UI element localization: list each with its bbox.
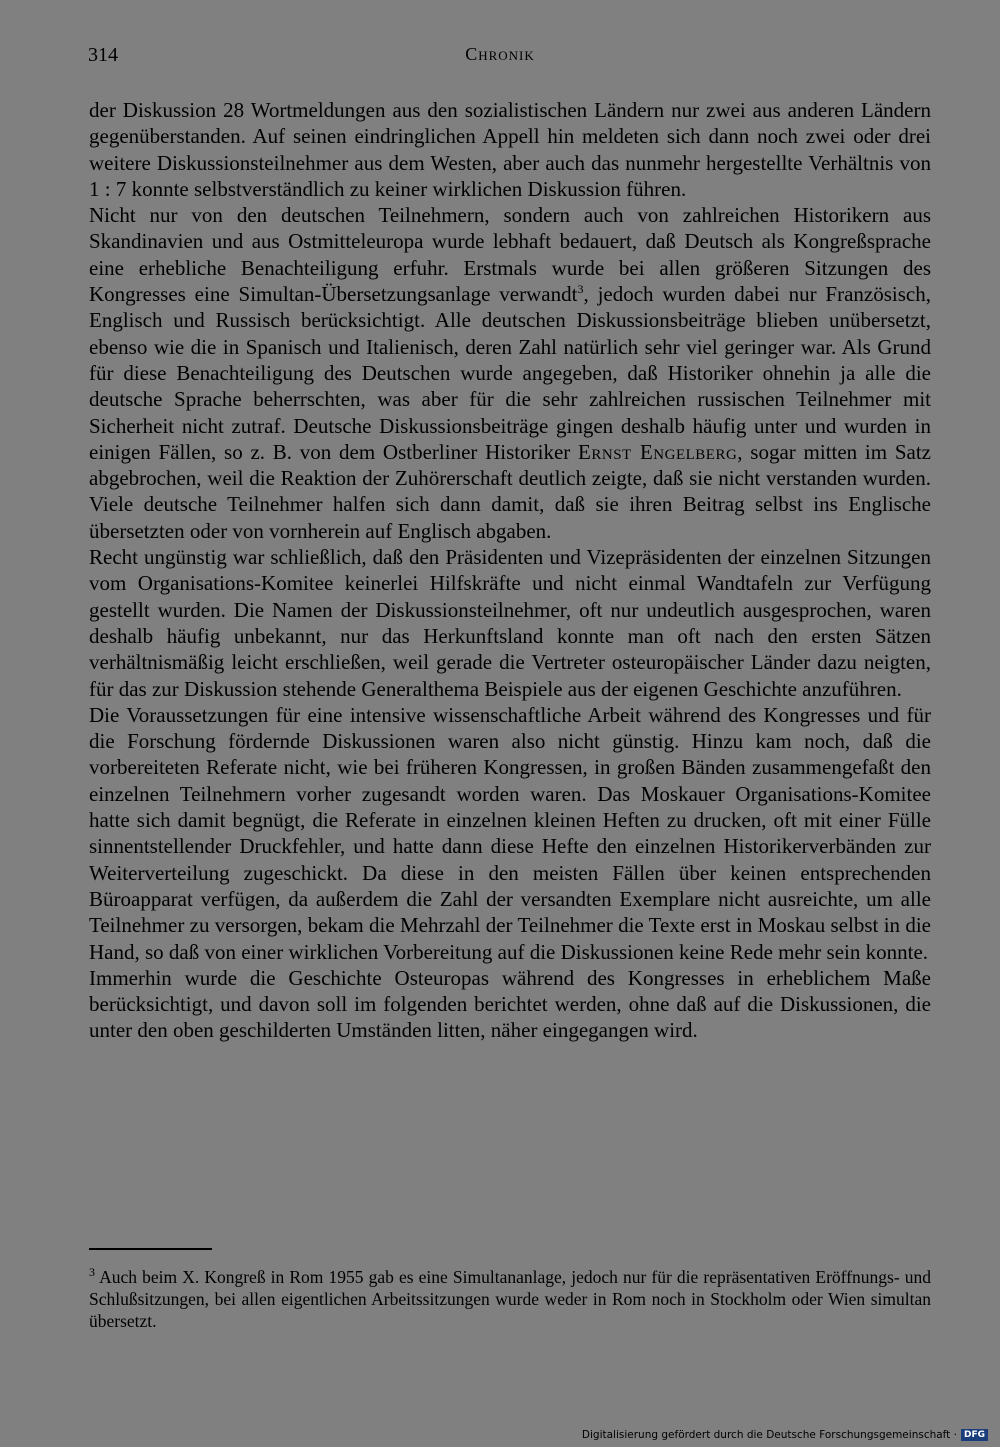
paragraph-2-text-c: , sogar mitten im Satz abgebrochen, weil die Reaktion der Zuhörerschaft deutlich zeigte, daß sie nicht verstanden wurden. Viele deutsche Teilnehmer halfen sich dann damit, daß sie ihren Beitrag selbst ins Englische übersetzten oder von vornherein auf Englisch abgaben. (89, 439, 931, 543)
footnote (89, 1266, 931, 1332)
dfg-logo-icon: DFG (961, 1429, 988, 1441)
footnote-marker: 3 (89, 1265, 95, 1280)
footnote-divider (89, 1248, 212, 1250)
paragraph-2-text-b: , jedoch wurden dabei nur Französisch, Englisch und Russisch berücksichtigt. Alle deutschen Diskussionsbeiträge blieben unübersetzt, ebenso wie die in Spanisch und Italienisch, deren Zahl natürlich sehr viel geringer war. Als Grund für diese Benachteiligung des Deutschen wurde angegeben, daß Historiker ohnehin ja alle die deutsche Sprache beherrschten, was aber für die sehr zahlreichen russischen Teilnehmer mit Sicherheit nicht zutraf. Deutsche Diskussionsbeiträge gingen deshalb häufig unter und wurden in einigen Fällen, so z. B. von dem Ostberliner Historiker (89, 282, 931, 464)
paragraph-5: Immerhin wurde die Geschichte Osteuropas während des Kongresses in erheblichem Maße berücksichtigt, und davon soll im folgenden berichtet werden, ohne daß auf die Diskussionen, die unter den oben geschilderten Umständen litten, näher eingegangen wird. (89, 965, 931, 1043)
paragraph-2-text-a: Nicht nur von den deutschen Teilnehmern, sondern auch von zahlreichen Historikern aus Skandinavien und aus Ostmitteleuropa wurde lebhaft bedauert, daß Deutsch als Kongreßsprache eine erhebliche Benachteiligung erfuhr. Erstmals wurde bei allen größeren Sitzungen des Kongresses eine Simultan-Übersetzungsanlage verwandt (89, 203, 931, 307)
paragraph-2 (89, 202, 931, 544)
person-name: Ernst Engelberg (578, 439, 738, 464)
paragraph-4: Die Voraussetzungen für eine intensive wissenschaftliche Arbeit während des Kongresses und für die Forschung fördernde Diskussionen waren also nicht günstig. Hinzu kam noch, daß die vorbereiteten Referate nicht, wie bei früheren Kongressen, in großen Bänden zusammengefaßt den einzelnen Teilnehmern vorher zugesandt worden waren. Das Moskauer Organisations-Komitee hatte sich damit begnügt, die Referate in einzelnen kleinen Heften zu drucken, oft mit einer Fülle sinnentstellender Druckfehler, und hatte dann diese Hefte den einzelnen Historikerverbänden zur Weiterverteilung zugeschickt. Da diese in den meisten Fällen über keinen entsprechenden Büroapparat verfügen, da außerdem die Zahl der versandten Exemplare nicht ausreichte, um alle Teilnehmer zu versorgen, bekam die Mehrzahl der Teilnehmer die Texte erst in Moskau selbst in die Hand, so daß von einer wirklichen Vorbereitung auf die Diskussionen keine Rede mehr sein konnte. (89, 702, 931, 964)
page-number: 314 (88, 44, 118, 66)
digitization-credit (582, 1429, 988, 1441)
paragraph-3: Recht ungünstig war schließlich, daß den Präsidenten und Vizepräsidenten der einzelnen Sitzungen vom Organisations-Komitee keinerlei Hilfskräfte und nicht einmal Wandtafeln zur Verfügung gestellt wurden. Die Namen der Diskussionsteilnehmer, oft nur undeutlich ausgesprochen, waren deshalb häufig unbekannt, nur das Herkunftsland konnte man oft nach den ersten Sätzen verhältnismäßig leicht erschließen, weil gerade die Vertreter osteuropäischer Länder dazu neigten, für das zur Diskussion stehende Generalthema Beispiele aus der eigenen Geschichte anzuführen. (89, 545, 931, 701)
body-text (89, 97, 931, 1044)
footnote-text: Auch beim X. Kongreß in Rom 1955 gab es eine Simultananlage, jedoch nur für die repräsentativen Eröffnungs- und Schlußsitzungen, bei allen eigentlichen Arbeitssitzungen wurde weder in Rom noch in Stockholm oder Wien simultan übersetzt. (89, 1267, 931, 1331)
running-head: Chronik (465, 44, 535, 64)
credit-text: Digitalisierung gefördert durch die Deutsche Forschungsgemeinschaft · (581, 1429, 957, 1441)
paragraph-1: der Diskussion 28 Wortmeldungen aus den sozialistischen Ländern nur zwei aus anderen Ländern gegenüberstanden. Auf seinen eindringlichen Appell hin meldeten sich dann noch zwei oder drei weitere Diskussionsteilnehmer aus dem Westen, aber auch das nunmehr hergestellte Verhältnis von 1 : 7 konnte selbstverständlich zu keiner wirklichen Diskussion führen. (89, 98, 931, 201)
footnote-reference: 3 (577, 282, 584, 297)
